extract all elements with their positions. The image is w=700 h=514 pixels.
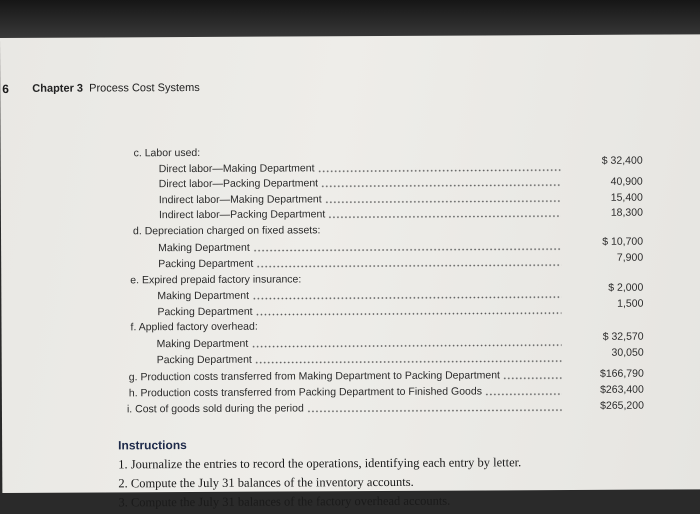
dot-leader bbox=[253, 248, 561, 252]
line-item-amount: 15,400 bbox=[610, 191, 643, 204]
chapter-label: Chapter 3 bbox=[32, 82, 84, 95]
dot-leader bbox=[318, 169, 561, 172]
dot-leader bbox=[325, 200, 561, 203]
line-item-amount: $263,400 bbox=[600, 383, 644, 396]
line-item-amount: $ 32,400 bbox=[601, 154, 643, 167]
dot-leader bbox=[307, 409, 562, 412]
line-item-label: e. Expired prepaid factory insurance: bbox=[130, 273, 302, 287]
page-number: 6 bbox=[2, 81, 9, 96]
line-item-label: Packing Department bbox=[156, 353, 252, 367]
instruction-step-1: 1. Journalize the entries to record the operations, identifying each entry by letter. bbox=[118, 455, 522, 472]
line-item bbox=[1, 318, 700, 337]
line-item-amount: $166,790 bbox=[599, 367, 644, 380]
line-item-amount: 18,300 bbox=[610, 206, 643, 219]
line-item-amount: $265,200 bbox=[600, 399, 644, 412]
dot-leader bbox=[252, 296, 561, 300]
line-item-label: i. Cost of goods sold during the period bbox=[126, 402, 304, 416]
instructions-title: Instructions bbox=[118, 438, 187, 453]
line-item-label: Indirect labor—Packing Department bbox=[158, 208, 326, 222]
instruction-step-2: 2. Compute the July 31 balances of the inventory accounts. bbox=[118, 474, 414, 491]
dot-leader bbox=[485, 393, 562, 395]
line-item-label: g. Production costs transferred from Making Department to Packing Department bbox=[128, 369, 500, 384]
dot-leader bbox=[321, 184, 561, 187]
line-item-label: h. Production costs transferred from Packing Department to Finished Goods bbox=[128, 385, 482, 400]
line-item-label: c. Labor used: bbox=[133, 146, 201, 160]
dot-leader bbox=[503, 377, 562, 379]
line-item bbox=[2, 346, 700, 370]
line-item-amount: 7,900 bbox=[616, 251, 644, 264]
line-item-label: Packing Department bbox=[157, 305, 253, 319]
line-item-label: Making Department bbox=[157, 289, 250, 303]
page-header bbox=[0, 78, 700, 98]
line-item-amount: $ 32,570 bbox=[602, 330, 644, 343]
dot-leader bbox=[328, 215, 561, 218]
line-item-label: Indirect labor—Making Department bbox=[158, 193, 322, 207]
line-item-label: d. Depreciation charged on fixed assets: bbox=[132, 224, 321, 238]
line-item-label: f. Applied factory overhead: bbox=[130, 320, 258, 334]
line-item bbox=[1, 222, 700, 241]
chapter-title: Process Cost Systems bbox=[89, 81, 200, 95]
line-item-amount: $ 10,700 bbox=[602, 235, 644, 248]
line-item-label: Making Department bbox=[156, 337, 249, 351]
dot-leader bbox=[252, 344, 562, 348]
chapter-heading bbox=[32, 82, 200, 95]
line-item-amount: 1,500 bbox=[617, 297, 644, 310]
line-item-amount: $ 2,000 bbox=[608, 281, 644, 294]
line-item-label: Making Department bbox=[158, 241, 250, 255]
line-item-label: Direct labor—Packing Department bbox=[158, 177, 319, 191]
textbook-page bbox=[0, 34, 700, 510]
line-item-amount: 40,900 bbox=[610, 175, 643, 188]
instruction-step-3: 3. Compute the July 31 balances of the factory overhead accounts. bbox=[118, 493, 451, 510]
line-item-label: Direct labor—Making Department bbox=[158, 162, 315, 176]
dot-leader bbox=[255, 312, 561, 316]
line-item-amount: 30,050 bbox=[611, 346, 644, 359]
line-item-label: Packing Department bbox=[158, 257, 254, 271]
line-item bbox=[2, 400, 700, 419]
dot-leader bbox=[255, 360, 562, 364]
dot-leader bbox=[256, 264, 561, 268]
